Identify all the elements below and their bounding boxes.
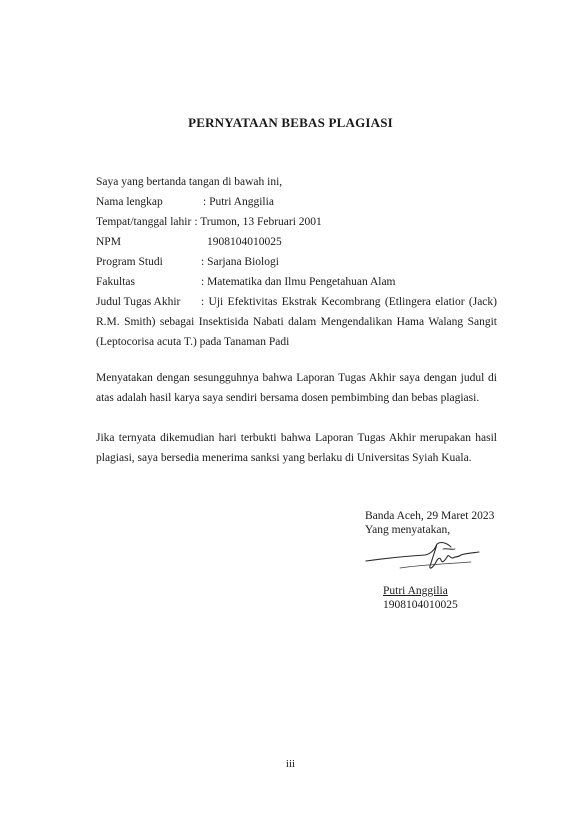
intro-line: Saya yang bertanda tangan di bawah ini, [96, 176, 283, 188]
signer-npm: 1908104010025 [383, 599, 458, 611]
statement-paragraph: Menyatakan dengan sesungguhnya bahwa Laporan Tugas Akhir saya dengan judul di atas adalah hasil karya saya sendiri bersama dosen pembimbing dan bebas plagiasi. [96, 372, 497, 404]
signature-statement: Yang menyatakan, [365, 524, 451, 536]
field-nama-value: : Putri Anggilia [203, 196, 274, 208]
field-npm [96, 232, 497, 252]
field-judul [96, 292, 497, 352]
field-nama-label: Nama lengkap [96, 196, 163, 208]
field-fakultas-value: : Matematika dan Ilmu Pengetahuan Alam [201, 276, 396, 288]
field-ttl [96, 212, 497, 232]
field-fakultas-label: Fakultas [96, 276, 135, 288]
field-prodi [96, 252, 497, 272]
field-ttl-value: : Trumon, 13 Februari 2001 [194, 216, 322, 228]
field-prodi-label: Program Studi [96, 256, 163, 268]
field-ttl-label: Tempat/tanggal lahir [96, 216, 192, 228]
field-judul-label: Judul Tugas Akhir [96, 296, 181, 308]
signature-header [365, 509, 535, 537]
field-nama [96, 192, 497, 212]
field-judul-value: : Uji Efektivitas Ekstrak Kecombrang (Etlingera elatior (Jack) R.M. Smith) sebagai Insektisida Nabati dalam Mengendalikan Hama Walang Sangit (Leptocorisa acuta T.) pada Tanaman Padi [96, 296, 497, 348]
identity-section [96, 172, 497, 352]
handwritten-signature [363, 535, 483, 577]
field-fakultas [96, 272, 497, 292]
signer-info [383, 584, 458, 612]
sanction-paragraph: Jika ternyata dikemudian hari terbukti bahwa Laporan Tugas Akhir merupakan hasil plagiasi, saya bersedia menerima sanksi yang berlaku di Universitas Syiah Kuala. [96, 432, 497, 464]
field-npm-label: NPM [96, 236, 121, 248]
field-prodi-value: : Sarjana Biologi [201, 256, 279, 268]
signer-name: Putri Anggilia [383, 585, 448, 597]
place-date: Banda Aceh, 29 Maret 2023 [365, 510, 495, 522]
page-title: PERNYATAAN BEBAS PLAGIASI [188, 115, 393, 130]
field-npm-value: 1908104010025 [207, 236, 282, 248]
page-number: iii [285, 758, 296, 770]
